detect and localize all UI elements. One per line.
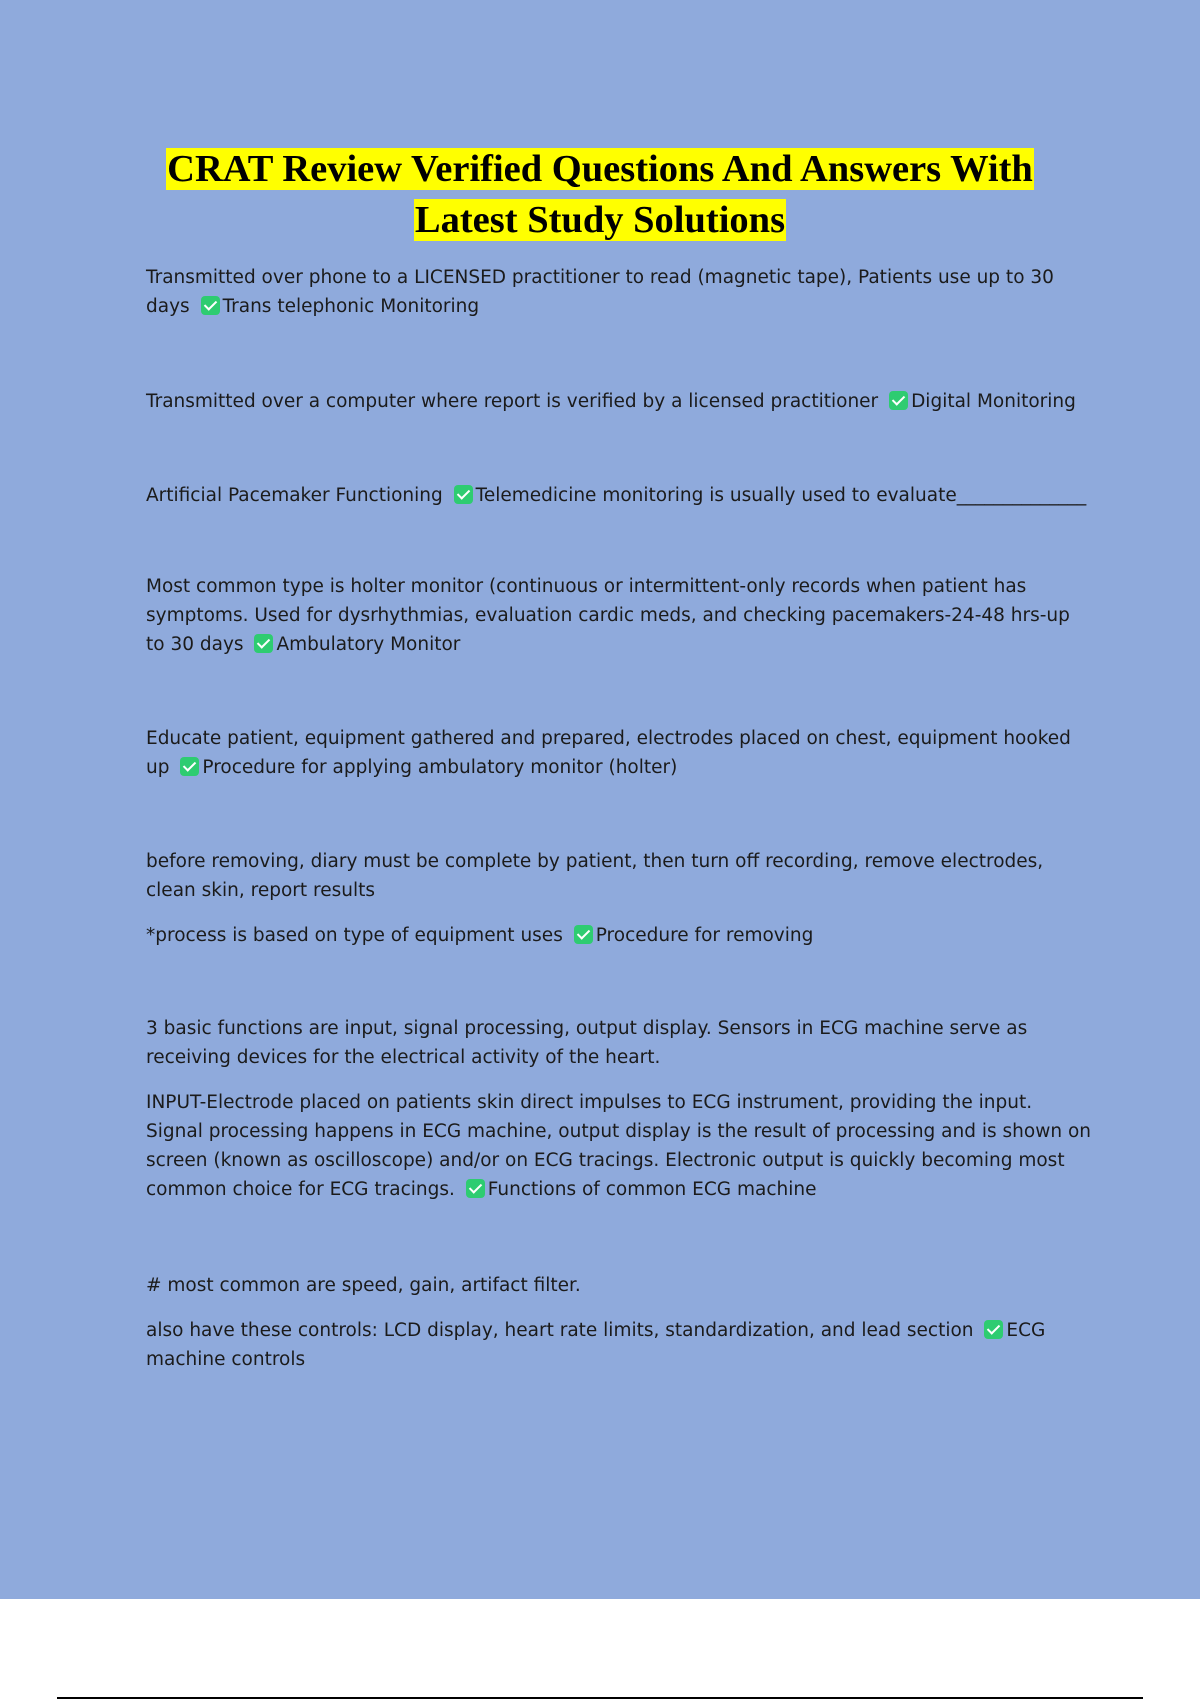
question-text: Artificial Pacemaker Functioning xyxy=(146,485,443,506)
check-mark-icon xyxy=(180,757,199,776)
answer-text: Trans telephonic Monitoring xyxy=(222,296,480,317)
check-mark-icon xyxy=(201,296,220,315)
check-mark-icon xyxy=(254,634,273,653)
qa-paragraph xyxy=(146,921,1094,950)
answer-text: Telemedicine monitoring is usually used to evaluate______________ xyxy=(475,485,1087,506)
qa-paragraph xyxy=(146,1088,1094,1204)
qa-item-7 xyxy=(146,1014,1094,1204)
qa-paragraph xyxy=(146,572,1094,659)
question-text: INPUT-Electrode placed on patients skin direct impulses to ECG instrument, providing the input. Signal processing happens in ECG machine, output display is the result of processing and is shown on screen (known as oscilloscope) and/or on ECG tracings. Electronic output is quickly becoming most common choice for ECG tracings. xyxy=(146,1092,1091,1200)
qa-paragraph xyxy=(146,847,1094,905)
question-text: Most common type is holter monitor (continuous or intermittent-only records when patient has symptoms. Used for dysrhythmias, evaluation cardic meds, and checking pacemakers-24-48 hrs-up to 30 days xyxy=(146,576,1070,655)
qa-paragraph xyxy=(146,263,1094,321)
qa-item-1 xyxy=(146,263,1094,321)
qa-paragraph xyxy=(146,1316,1094,1374)
qa-item-8 xyxy=(146,1271,1094,1374)
qa-paragraph xyxy=(146,1271,1094,1300)
answer-text: Functions of common ECG machine xyxy=(487,1179,817,1200)
question-text: Transmitted over phone to a LICENSED practitioner to read (magnetic tape), Patients use up to 30 days xyxy=(146,267,1054,317)
footer-divider xyxy=(57,1697,1143,1699)
question-text: before removing, diary must be complete by patient, then turn off recording, remove electrodes, clean skin, report results xyxy=(146,851,1044,901)
answer-text: Digital Monitoring xyxy=(911,391,1076,412)
check-mark-icon xyxy=(466,1179,485,1198)
qa-item-5 xyxy=(146,724,1094,782)
question-text: Educate patient, equipment gathered and prepared, electrodes placed on chest, equipment hooked up xyxy=(146,728,1071,778)
qa-paragraph xyxy=(146,724,1094,782)
qa-item-3 xyxy=(146,481,1094,510)
question-text: also have these controls: LCD display, heart rate limits, standardization, and lead section xyxy=(146,1320,974,1341)
check-mark-icon xyxy=(454,485,473,504)
question-text: 3 basic functions are input, signal processing, output display. Sensors in ECG machine serve as receiving devices for the electrical activity of the heart. xyxy=(146,1018,1028,1068)
qa-paragraph xyxy=(146,387,1094,416)
qa-paragraph xyxy=(146,1014,1094,1072)
question-text: Transmitted over a computer where report is verified by a licensed practitioner xyxy=(146,391,879,412)
title-line-2: Latest Study Solutions xyxy=(414,199,786,241)
check-mark-icon xyxy=(984,1320,1003,1339)
answer-text: Procedure for applying ambulatory monitor (holter) xyxy=(202,757,678,778)
document-title xyxy=(100,144,1100,246)
title-line-1: CRAT Review Verified Questions And Answers With xyxy=(167,148,1033,190)
check-mark-icon xyxy=(574,925,593,944)
qa-item-4 xyxy=(146,572,1094,659)
question-text: # most common are speed, gain, artifact filter. xyxy=(146,1275,581,1296)
qa-paragraph xyxy=(146,481,1094,510)
qa-item-6 xyxy=(146,847,1094,950)
check-mark-icon xyxy=(889,391,908,410)
question-text: *process is based on type of equipment uses xyxy=(146,925,563,946)
answer-text: Ambulatory Monitor xyxy=(276,634,461,655)
qa-item-2 xyxy=(146,387,1094,416)
answer-text: Procedure for removing xyxy=(595,925,814,946)
answer-text: ECG machine controls xyxy=(146,1320,1046,1370)
